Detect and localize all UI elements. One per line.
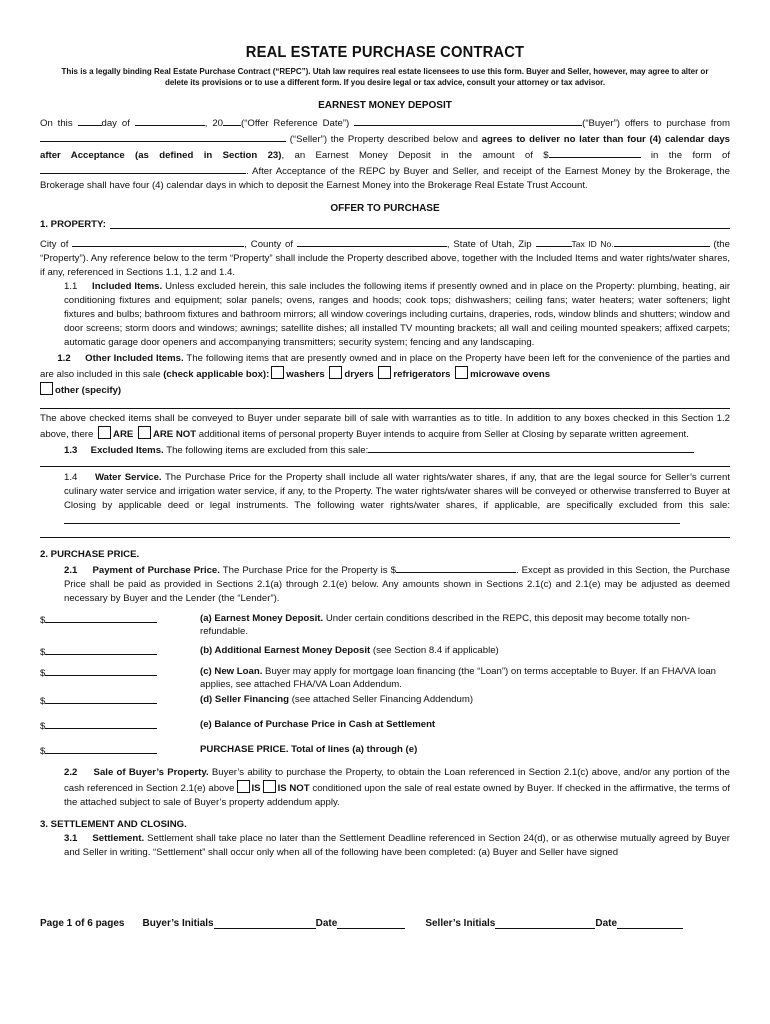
settlement-heading: 3. SETTLEMENT AND CLOSING. <box>40 819 187 830</box>
earnest-text: On this <box>40 118 73 129</box>
new-loan-amount[interactable] <box>45 665 157 676</box>
purchase-price-heading: 2. PURCHASE PRICE. <box>40 549 140 560</box>
section-title: Sale of Buyer’s Property. <box>93 767 209 778</box>
section-number: 3.1 <box>64 833 78 844</box>
microwave-checkbox[interactable] <box>455 366 468 379</box>
earnest-text: (“Offer Reference Date”) <box>241 118 350 129</box>
row-text: Under certain conditions described in the REPC, this deposit may become totally non-refundable. <box>200 613 691 637</box>
check-instruction: (check applicable box): <box>163 369 270 380</box>
price-row-e <box>40 718 730 733</box>
other-checkbox[interactable] <box>40 382 53 395</box>
dollar-sign: $ <box>40 746 46 757</box>
is-not-checkbox[interactable] <box>263 780 276 793</box>
dollar-sign: $ <box>40 615 46 626</box>
row-text: (see attached Seller Financing Addendum) <box>289 694 474 705</box>
are-not-label: ARE NOT <box>152 429 197 440</box>
section-text: conditioned upon the sale of real estate owned by Buyer. If checked in the affirmative, the terms of the attached subject to sale of Buyer’s property addendum apply. <box>64 783 730 808</box>
refrigerators-checkbox[interactable] <box>378 366 391 379</box>
section-3-1 <box>40 832 730 860</box>
earnest-deposit-amount[interactable] <box>45 612 157 623</box>
price-row-b <box>40 644 730 659</box>
earnest-text: , an Earnest Money Deposit in the amount of $ <box>281 150 549 161</box>
section-title: Settlement. <box>92 833 145 844</box>
row-label: (d) Seller Financing <box>200 694 290 705</box>
refrigerators-label: refrigerators <box>393 369 451 380</box>
are-checkbox[interactable] <box>98 426 111 439</box>
section-title: Other Included Items. <box>85 353 184 364</box>
dollar-sign: $ <box>40 647 46 658</box>
earnest-form-field[interactable] <box>40 163 246 174</box>
row-label: (e) Balance of Purchase Price in Cash at Settlement <box>200 719 436 730</box>
earnest-text: . After Acceptance of the REPC by Buyer and Seller, and receipt of the Earnest Money by the Brokerage, the Brokerage shall have four (4) calendar days in which to deposit the Earnest Money into the Brokerage Real Estate Trust Account. <box>40 166 730 191</box>
zip-field[interactable] <box>536 236 572 247</box>
purchase-price-field[interactable] <box>396 562 516 573</box>
taxid-label: Tax ID No. <box>571 239 614 249</box>
dryers-checkbox[interactable] <box>329 366 342 379</box>
buyer-initials-field[interactable] <box>214 918 316 929</box>
earnest-heading: EARNEST MONEY DEPOSIT <box>318 100 452 111</box>
section-text: The Purchase Price for the Property shall include all water rights/water shares, if any, that are the legal source for Seller’s current culinary water service and irrigation water service, if any, to the Property. The water rights/water shares will be conveyed or otherwise transferred to Buyer at Closing by applicable deed or legal instruments. The following water rights/water shares, if applicable, are specifically excluded from this sale: <box>64 472 730 511</box>
section-title: Excluded Items. <box>90 445 164 456</box>
section-1-2 <box>40 352 730 398</box>
section-1-3 <box>40 442 730 458</box>
dryers-label: dryers <box>344 369 374 380</box>
section-number: 1.2 <box>57 353 71 364</box>
section-title: Payment of Purchase Price. <box>92 565 220 576</box>
day-field[interactable] <box>78 115 102 126</box>
section-number: 2.2 <box>64 767 78 778</box>
seller-financing-amount[interactable] <box>45 693 157 704</box>
row-text: Buyer may apply for mortgage loan financing (the “Loan”) on terms acceptable to Buyer. If an FHA/VA loan applies, see attached FHA/VA Loan Addendum. <box>200 666 717 690</box>
are-label: ARE <box>113 429 134 440</box>
earnest-paragraph <box>40 115 730 193</box>
section-text: Buyer’s ability to purchase the Property, to obtain the Loan referenced in Section 2.1(c) above, and/or any portion of the cash referenced in Section 2.1(e) above <box>64 767 730 794</box>
section-number: 1.1 <box>64 281 78 292</box>
year-field[interactable] <box>223 115 241 126</box>
buyer-initials-label: Buyer’s Initials <box>142 918 214 929</box>
section-1-1 <box>40 280 730 350</box>
price-row-total <box>40 743 730 758</box>
seller-initials-field[interactable] <box>495 918 595 929</box>
month-field[interactable] <box>135 115 205 126</box>
county-label: , County of <box>244 239 294 250</box>
buyer-name-field[interactable] <box>354 115 582 126</box>
section-text: The above checked items shall be conveyed to Buyer under separate bill of sale with warranties as to title. In addition to any boxes checked in this Section 1.2 above, there <box>40 413 730 440</box>
are-not-checkbox[interactable] <box>138 426 151 439</box>
washers-label: washers <box>286 369 325 380</box>
row-label: (b) Additional Earnest Money Deposit <box>200 645 371 656</box>
section-2-2 <box>40 766 730 810</box>
city-field[interactable] <box>72 236 244 247</box>
other-items-field[interactable] <box>40 400 730 409</box>
earnest-amount-field[interactable] <box>549 147 641 158</box>
section-1-2-continued <box>40 412 730 442</box>
is-label: IS <box>251 783 261 794</box>
earnest-text-bold: agrees to deliver no later than four (4) calendar days after Acceptance (as defined in Section 23) <box>40 134 731 161</box>
earnest-text: in the form of <box>650 150 730 161</box>
dollar-sign: $ <box>40 721 46 732</box>
section-title: Water Service. <box>94 472 162 483</box>
cash-balance-amount[interactable] <box>45 718 157 729</box>
earnest-text: (“Seller”) the Property described below and <box>289 134 478 145</box>
buyer-date-field[interactable] <box>337 918 405 929</box>
city-label: City of <box>40 239 69 250</box>
contract-page <box>40 44 730 860</box>
earnest-text: day of <box>101 118 130 129</box>
is-not-label: IS NOT <box>277 783 310 794</box>
excluded-items-line[interactable] <box>40 458 730 467</box>
property-field[interactable] <box>110 218 730 229</box>
row-text: (see Section 8.4 if applicable) <box>370 645 499 656</box>
section-text: Unless excluded herein, this sale includes the following items if presently owned and in place on the Property: plumbing, heating, air conditioning fixtures and equipment; solar panels; ovens, ranges and hoods; cook tops; dishwashers; ceiling fans; water heaters; water softeners; light fixtures and bulbs; bathroom fixtures and bathroom mirrors; all window coverings including curtains, draperies, rods, window blinds and shutters; window and door screens; storm doors and windows; awnings; satellite dishes; all installed TV mounting brackets; all wall and ceiling mounted speakers; affixed carpets; automatic garage door openers and accompanying transmitters; security system; fencing and any landscaping. <box>64 281 731 348</box>
seller-date-field[interactable] <box>617 918 683 929</box>
seller-initials-label: Seller’s Initials <box>425 918 496 929</box>
section-text: Settlement shall take place no later than the Settlement Deadline referenced in Section 24(d), or as otherwise mutually agreed by Buyer and Seller in writing. “Settlement” shall occur only when all of the following have been completed: (a) Buyer and Seller have signed <box>64 833 730 858</box>
state-label: , State of Utah, Zip <box>446 239 532 250</box>
row-label: (a) Earnest Money Deposit. <box>200 613 324 624</box>
seller-name-field[interactable] <box>40 131 286 142</box>
earnest-text: (“Buyer”) offers to purchase from <box>582 118 730 129</box>
property-text: (the “Property”). Any reference below to the term “Property” shall include the Property described above, together with the Included Items and water rights/water shares, if any, referenced in Sections 1.1, 1.2 and 1.4. <box>40 239 730 278</box>
property-line <box>40 218 730 232</box>
buyer-date-label: Date <box>315 918 338 929</box>
microwave-label: microwave ovens <box>470 369 551 380</box>
section-number: 2.1 <box>64 565 78 576</box>
section-title: Included Items. <box>92 281 163 292</box>
washers-checkbox[interactable] <box>271 366 284 379</box>
offer-heading: OFFER TO PURCHASE <box>330 203 440 214</box>
page-title: REAL ESTATE PURCHASE CONTRACT <box>245 44 525 61</box>
taxid-field[interactable] <box>614 236 710 247</box>
section-text: The following items that are presently owned and in place on the Property have been left for the convenience of the parties and are also included in this sale <box>40 353 730 380</box>
section-text: The following items are excluded from this sale: <box>166 445 369 456</box>
page-number: Page 1 of 6 pages <box>40 918 125 929</box>
earnest-text: , 20 <box>204 118 223 129</box>
row-label: (c) New Loan. <box>200 666 263 677</box>
dollar-sign: $ <box>40 668 46 679</box>
water-excluded-line[interactable] <box>40 529 730 538</box>
page-footer <box>40 918 730 929</box>
price-row-d <box>40 693 730 708</box>
is-checkbox[interactable] <box>237 780 250 793</box>
property-label: 1. PROPERTY: <box>40 219 106 230</box>
section-text: . Except as provided in this Section, the Purchase Price shall be paid as provided in Sections 2.1(a) through 2.1(e) below. Any amounts shown in Sections 2.1(c) and 2.1(e) may be adjusted as deemed necessary by Buyer and the Lender (the “Lender”). <box>64 565 730 604</box>
property-paragraph <box>40 236 730 280</box>
page-subtitle: This is a legally binding Real Estate Purchase Contract (“REPC”). Utah law requires real estate licensees to use this form. Buyer and Seller, however, may agree to alter or delete its provisions or to use a different form. If you desire legal or tax advice, consult your attorney or tax advisor. <box>61 67 709 87</box>
water-excluded-field[interactable] <box>64 513 680 524</box>
price-row-c <box>40 665 730 691</box>
excluded-items-field[interactable] <box>368 442 694 453</box>
section-text: additional items of personal property Buyer intends to acquire from Seller at Closing by separate written agreement. <box>198 429 689 440</box>
county-field[interactable] <box>297 236 447 247</box>
total-price-amount[interactable] <box>45 743 157 754</box>
dollar-sign: $ <box>40 696 46 707</box>
row-label: PURCHASE PRICE. Total of lines (a) through (e) <box>200 744 418 755</box>
section-1-4 <box>40 471 730 529</box>
section-number: 1.3 <box>64 445 78 456</box>
additional-deposit-amount[interactable] <box>45 644 157 655</box>
section-number: 1.4 <box>64 472 78 483</box>
other-label: other (specify) <box>55 385 122 396</box>
seller-date-label: Date <box>595 918 618 929</box>
price-row-a <box>40 612 730 638</box>
section-text: The Purchase Price for the Property is $ <box>222 565 396 576</box>
section-2-1 <box>40 562 730 606</box>
